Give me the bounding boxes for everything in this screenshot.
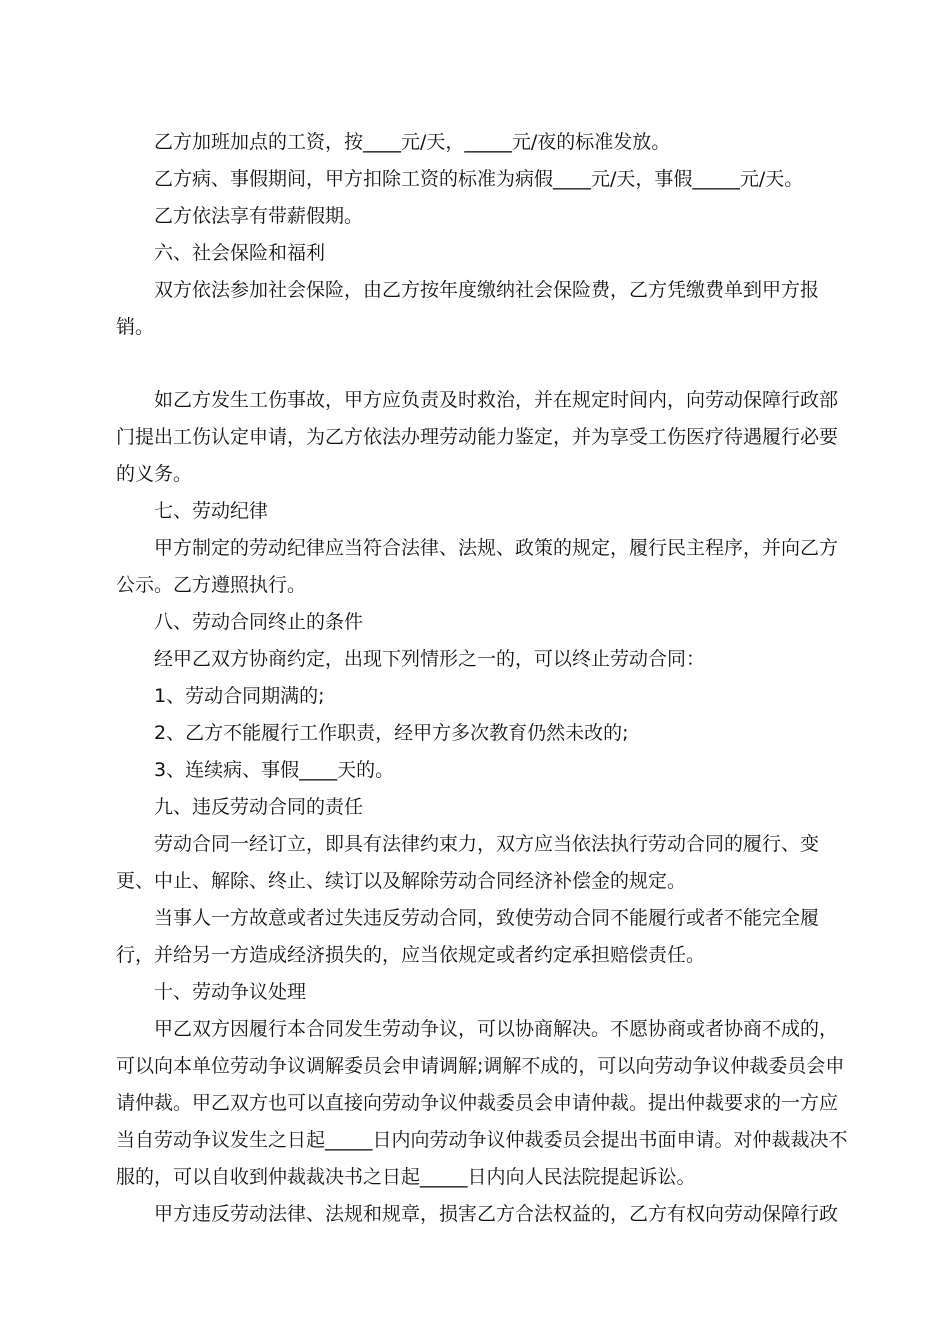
paragraph-paid-leave: 乙方依法享有带薪假期。	[154, 205, 364, 227]
paragraph-employer-violation: 甲方违反劳动法律、法规和规章，损害乙方合法权益的，乙方有权向劳动保障行政	[154, 1203, 839, 1225]
paragraph-labor-discipline: 甲方制定的劳动纪律应当符合法律、法规、政策的规定，履行民主程序，并向乙方公示。乙方遵照执行。	[116, 537, 839, 596]
section-heading-liability: 九、违反劳动合同的责任	[154, 796, 364, 818]
paragraph-contract-binding: 劳动合同一经订立，即具有法律约束力，双方应当依法执行劳动合同的履行、变更、中止、解除、终止、续订以及解除劳动合同经济补偿金的规定。	[116, 833, 820, 892]
section-heading-social-insurance: 六、社会保险和福利	[154, 242, 326, 264]
paragraph-termination-intro: 经甲乙双方协商约定，出现下列情形之一的，可以终止劳动合同：	[154, 648, 706, 670]
list-item-termination-1: 1、劳动合同期满的;	[154, 685, 325, 707]
section-heading-labor-discipline: 七、劳动纪律	[154, 500, 269, 522]
paragraph-breach-compensation: 当事人一方故意或者过失违反劳动合同，致使劳动合同不能履行或者不能完全履行，并给另一方造成经济损失的，应当依规定或者约定承担赔偿责任。	[116, 907, 820, 966]
paragraph-leave-deduction: 乙方病、事假期间，甲方扣除工资的标准为病假____元/天，事假_____元/天。	[154, 168, 804, 190]
section-heading-termination: 八、劳动合同终止的条件	[154, 611, 364, 633]
document-body	[116, 124, 856, 1233]
paragraph-dispute-resolution: 甲乙双方因履行本合同发生劳动争议，可以协商解决。不愿协商或者协商不成的，可以向本单位劳动争议调解委员会申请调解;调解不成的，可以向劳动争议仲裁委员会申请仲裁。甲乙双方也可以直接向劳动争议仲裁委员会申请仲裁。提出仲裁要求的一方应当自劳动争议发生之日起_____日内向劳动争议仲裁委员会提出书面申请。对仲裁裁决不服的，可以自收到仲裁裁决书之日起_____日内向人民法院提起诉讼。	[116, 1018, 848, 1188]
list-item-termination-3: 3、连续病、事假____天的。	[154, 759, 395, 781]
paragraph-work-injury: 如乙方发生工伤事故，甲方应负责及时救治，并在规定时间内，向劳动保障行政部门提出工伤认定申请，为乙方依法办理劳动能力鉴定，并为享受工伤医疗待遇履行必要的义务。	[116, 389, 839, 485]
paragraph-overtime-pay: 乙方加班加点的工资，按____元/天，_____元/夜的标准发放。	[154, 131, 671, 153]
list-item-termination-2: 2、乙方不能履行工作职责，经甲方多次教育仍然未改的;	[154, 722, 629, 744]
paragraph-social-insurance: 双方依法参加社会保险，由乙方按年度缴纳社会保险费，乙方凭缴费单到甲方报销。	[116, 279, 820, 338]
paragraph-spacer	[116, 346, 856, 382]
section-heading-dispute: 十、劳动争议处理	[154, 981, 307, 1003]
